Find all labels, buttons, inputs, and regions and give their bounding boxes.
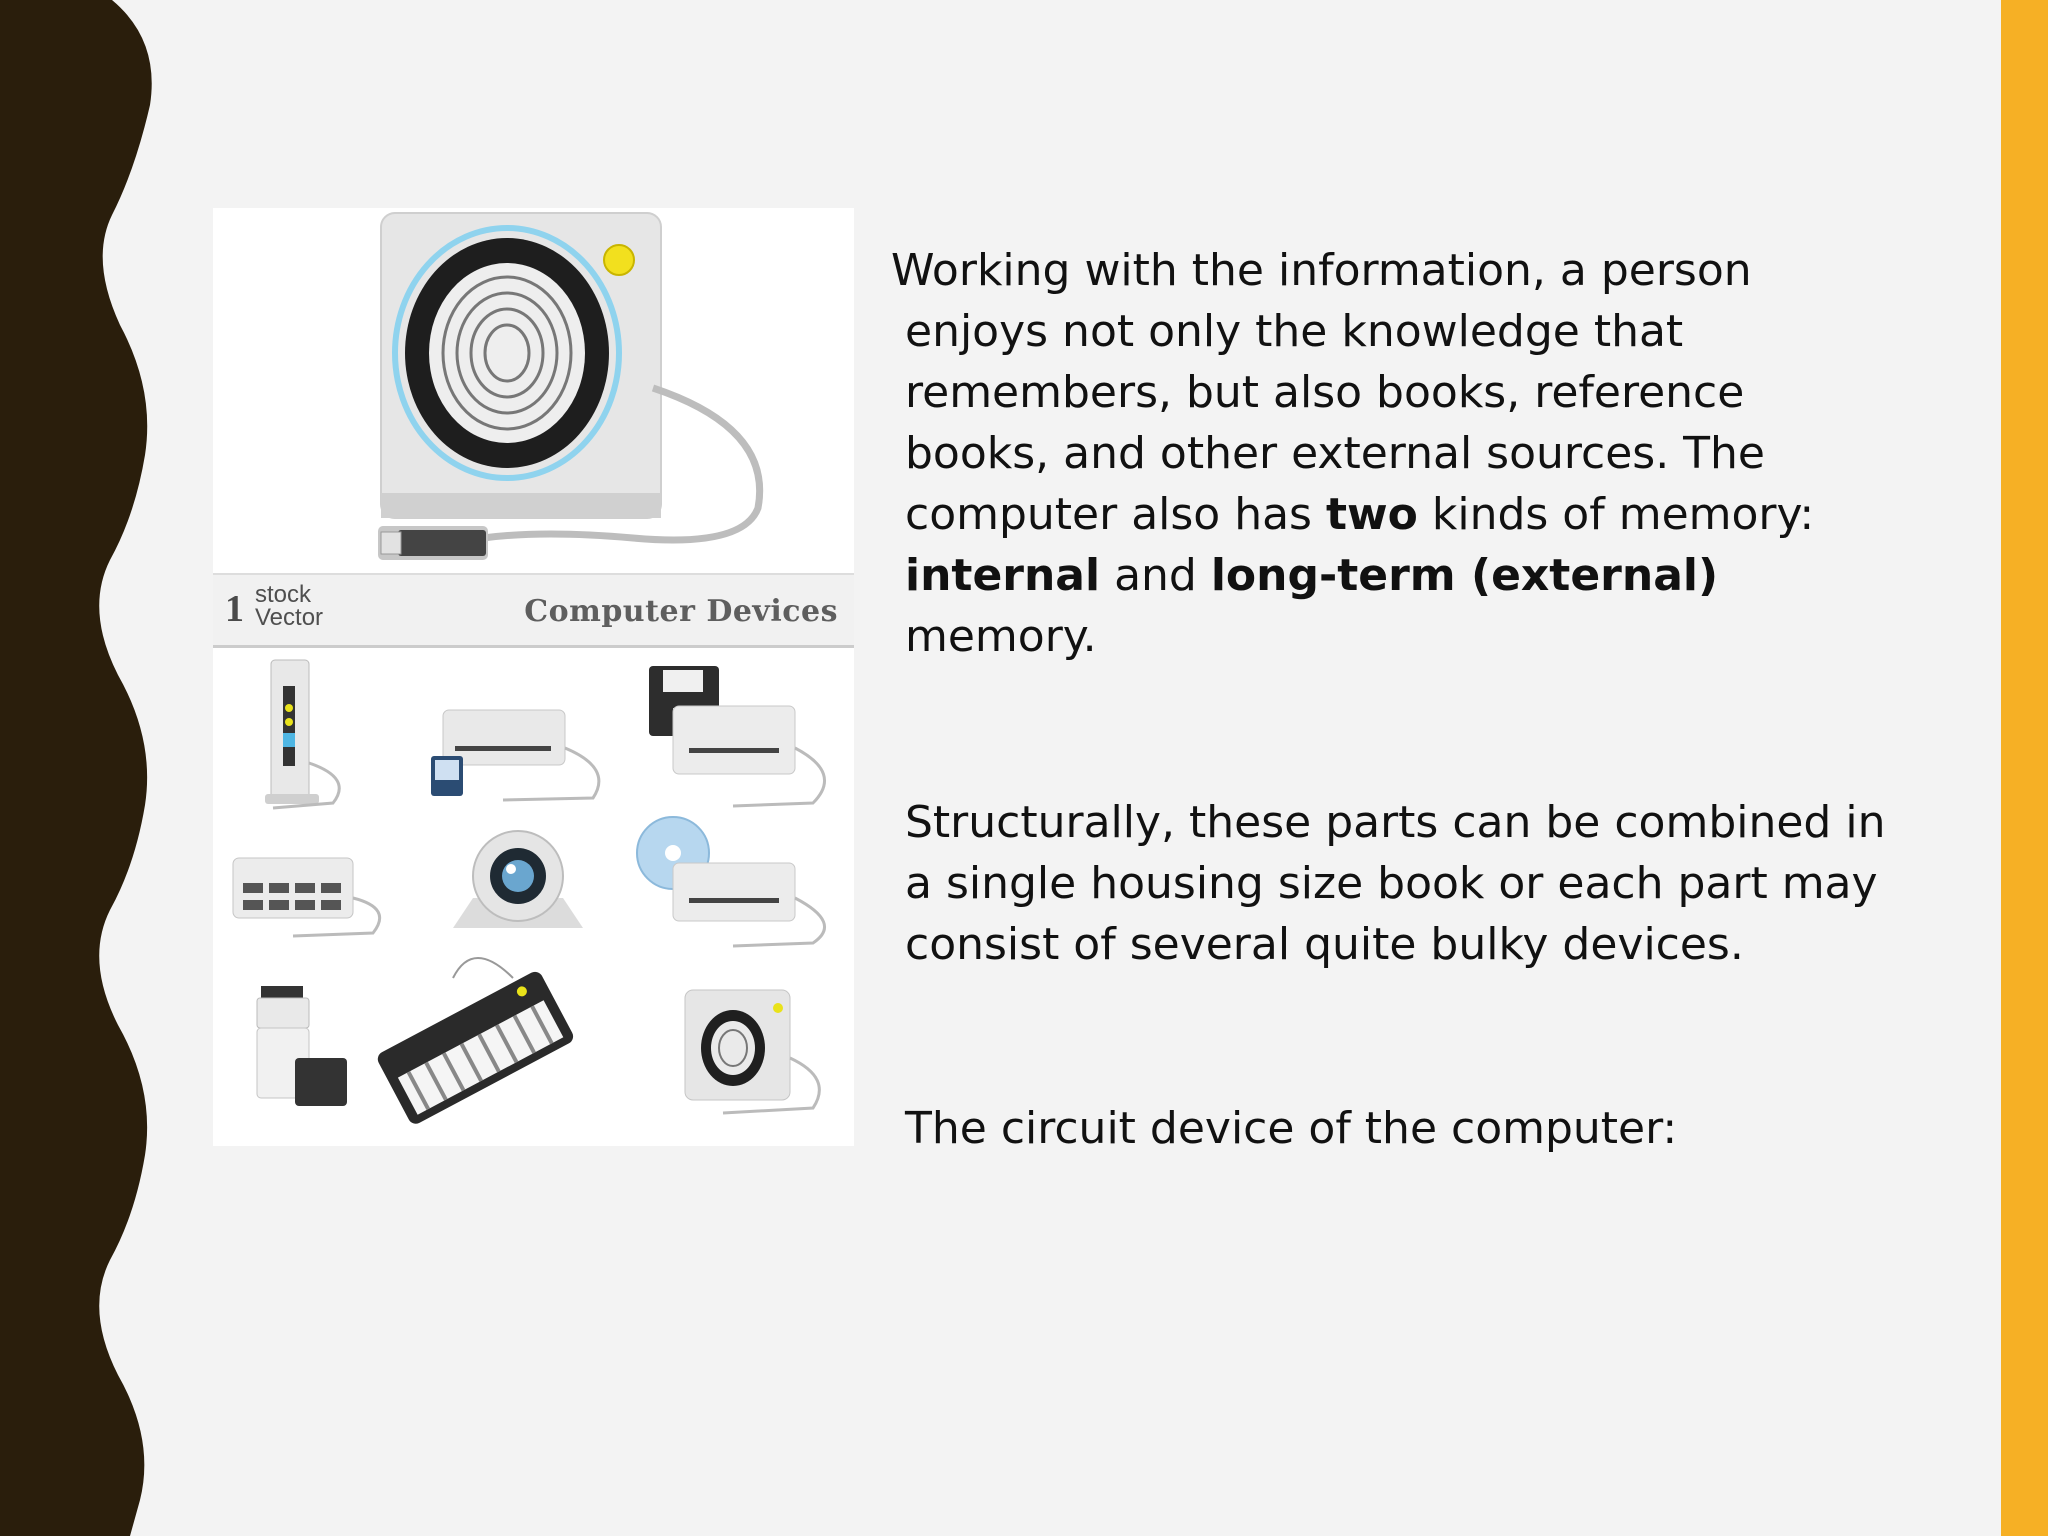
brand-word-top: stock (255, 581, 312, 608)
circuit-paragraph (905, 1098, 1950, 1159)
para3-line1: The circuit device of the computer: (905, 1103, 1678, 1154)
para1-line6 (905, 545, 1950, 606)
para1-line5-c: kinds of memory: (1417, 489, 1815, 540)
usb-hub-icon (233, 858, 380, 936)
computer-devices-illustration (213, 208, 854, 1146)
structure-paragraph (905, 792, 1950, 975)
para1-line2: enjoys not only the knowledge that (905, 306, 1684, 357)
para1-line1: Working with the information, a person (891, 245, 1752, 296)
right-accent-bar (2001, 0, 2048, 1536)
fingerprint-scanner-icon (378, 213, 760, 560)
wave-band-decoration (0, 0, 160, 1536)
para1-line7: memory. (905, 611, 1097, 662)
para1-line6-and: and (1100, 550, 1211, 601)
para2-line1: Structurally, these parts can be combined in (905, 797, 1886, 848)
brand-number: 1 (225, 588, 244, 630)
floppy-drive-icon (649, 666, 825, 806)
para2-line2: a single housing size book or each part may (905, 858, 1878, 909)
brand-word-bottom: Vector (255, 603, 324, 631)
flash-drive-icon (257, 986, 347, 1106)
figure-caption: Computer Devices (524, 594, 838, 629)
card-reader-icon (431, 710, 599, 800)
para1-line5-bold-two: two (1325, 489, 1418, 540)
wave-shape (0, 0, 152, 1536)
hard-drive-icon (265, 660, 339, 808)
devices-artwork (213, 208, 854, 1146)
midi-keyboard-icon (375, 958, 576, 1127)
brand-word (255, 581, 355, 631)
para2-line3: consist of several quite bulky devices. (905, 919, 1744, 970)
para1-line6-bold-longterm: long-term (external) (1210, 550, 1719, 601)
para1-line6-bold-internal: internal (905, 550, 1101, 601)
para1-line3: remembers, but also books, reference (905, 367, 1745, 418)
webcam-icon (453, 831, 583, 928)
para1-line4: books, and other external sources. The (905, 428, 1765, 479)
para1-line5-a: computer also has (905, 489, 1326, 540)
fingerprint-reader-icon (685, 990, 819, 1113)
memory-paragraph (891, 240, 1950, 667)
cd-drive-icon (637, 817, 825, 946)
para1-line5 (905, 484, 1950, 545)
